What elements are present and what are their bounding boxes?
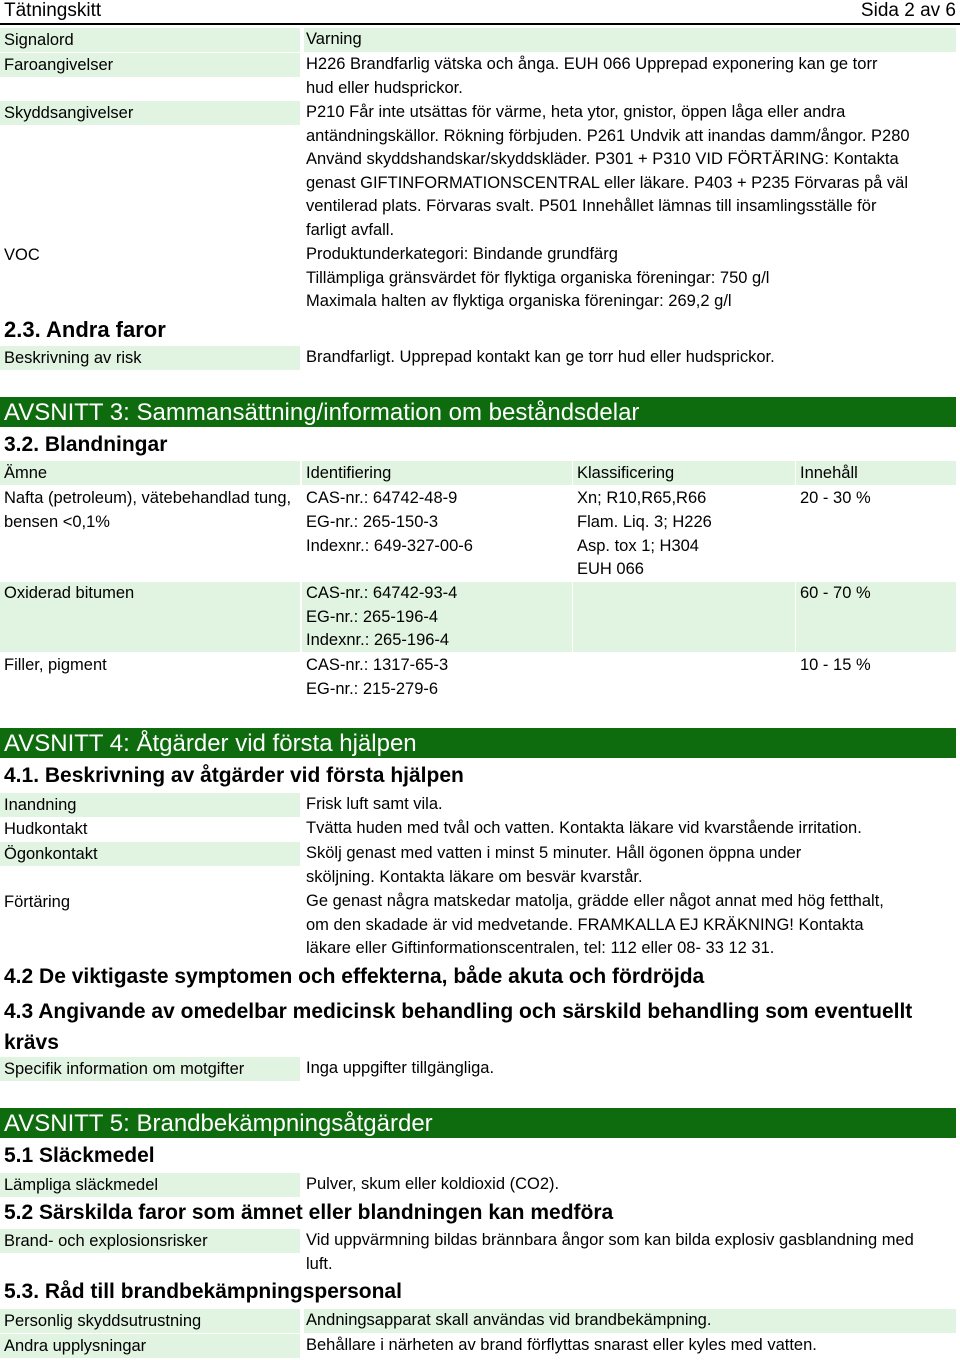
col-classification: Klassificering — [573, 461, 795, 485]
col-identification: Identifiering — [302, 461, 572, 485]
table-row-id: EG-nr.: 265-150-3 — [306, 513, 439, 531]
table-row-id: CAS-nr.: 64742-48-9 — [306, 489, 458, 507]
table-row-class: Flam. Liq. 3; H226 — [577, 513, 712, 531]
suitable-media-label: Lämpliga släckmedel — [0, 1173, 300, 1197]
table-row-id: Indexnr.: 649-327-00-6 — [306, 537, 473, 555]
table-row-id: CAS-nr.: 1317-65-3 — [306, 656, 449, 674]
signal-word-bg — [304, 28, 956, 52]
table-row-substance: Oxiderad bitumen — [4, 584, 135, 602]
ppe-label: Personlig skyddsutrustning — [0, 1309, 300, 1333]
risk-description-label: Beskrivning av risk — [0, 346, 300, 370]
table-row-id: CAS-nr.: 64742-93-4 — [306, 584, 458, 602]
precautionary-statements-label: Skyddsangivelser — [0, 101, 300, 125]
signal-word-value: Varning — [306, 30, 362, 48]
hazard-statements-label: Faroangivelser — [0, 53, 300, 77]
table-row-substance: Filler, pigment — [4, 656, 107, 674]
voc-line-2: Tillämpliga gränsvärdet för flyktiga organiska föreningar: 750 g/l — [306, 269, 770, 287]
table-row-content: 60 - 70 % — [800, 584, 871, 602]
firefighter-advice-heading: 5.3. Råd till brandbekämpningspersonal — [4, 1280, 402, 1303]
suitable-media-value: Pulver, skum eller koldioxid (CO2). — [306, 1175, 560, 1193]
table-row-bg — [573, 582, 795, 652]
col-substance: Ämne — [0, 461, 300, 485]
eye-contact-label: Ögonkontakt — [0, 842, 300, 866]
eye-contact-value: Skölj genast med vatten i minst 5 minuter. Håll ögonen öppna under sköljning. Kontakta läkare om besvär kvarstår. — [306, 844, 802, 886]
precautionary-statements-value: P210 Får inte utsättas för värme, heta ytor, gnistor, öppen låga eller andra antändningskällor. Rökning förbjuden. P261 Undvik att inandas damm/ångor. P280 Använd skyddshandskar/skyddskläder. P301 + P310 VID FÖRTÄRING: Kontakta genast GIFTINFORMATIONSCENTRAL eller läkare. P403 + P235 Förvaras på väl ventilerad plats. Förvaras svalt. P501 Innehållet lämnas till insamlingsställe för farligt avfall. — [306, 103, 910, 239]
voc-line-3: Maximala halten av flyktiga organiska föreningar: 269,2 g/l — [306, 292, 732, 310]
other-info-value: Behållare i närheten av brand förflyttas snarast eller kyles med vatten. — [306, 1336, 817, 1354]
antidote-label: Specifik information om motgifter — [0, 1057, 300, 1081]
table-row-class: EUH 066 — [577, 560, 644, 578]
inhalation-value: Frisk luft samt vila. — [306, 795, 443, 813]
skin-contact-label: Hudkontakt — [4, 820, 88, 838]
fire-explosion-label: Brand- och explosionsrisker — [0, 1229, 300, 1253]
ppe-value: Andningsapparat skall användas vid brandbekämpning. — [306, 1311, 712, 1329]
antidote-value: Inga uppgifter tillgängliga. — [306, 1059, 495, 1077]
page-number: Sida 2 av 6 — [860, 0, 956, 21]
table-row-class: Asp. tox 1; H304 — [577, 537, 699, 555]
risk-description-value: Brandfarligt. Upprepad kontakt kan ge torr hud eller hudsprickor. — [306, 348, 775, 366]
other-info-label: Andra upplysningar — [0, 1334, 300, 1358]
extinguishing-media-heading: 5.1 Släckmedel — [4, 1144, 155, 1167]
header-divider — [0, 23, 960, 25]
table-row-substance: Nafta (petroleum), vätebehandlad tung, bensen <0,1% — [4, 489, 292, 531]
ingestion-label: Förtäring — [4, 893, 71, 911]
document-title: Tätningskitt — [4, 0, 102, 21]
table-row-id: EG-nr.: 215-279-6 — [306, 680, 439, 698]
signal-word-label: Signalord — [0, 28, 300, 52]
table-row-content: 20 - 30 % — [800, 489, 871, 507]
section-5-title: AVSNITT 5: Brandbekämpningsåtgärder — [0, 1108, 956, 1140]
first-aid-description-heading: 4.1. Beskrivning av åtgärder vid första hjälpen — [4, 764, 464, 787]
table-row-id: EG-nr.: 265-196-4 — [306, 608, 439, 626]
voc-line-1: Produktunderkategori: Bindande grundfärg — [306, 245, 618, 263]
mixtures-heading: 3.2. Blandningar — [4, 433, 168, 456]
fire-explosion-value: Vid uppvärmning bildas brännbara ångor som kan bilda explosiv gasblandning med luft. — [306, 1231, 914, 1273]
symptoms-heading: 4.2 De viktigaste symptomen och effekterna, både akuta och fördröjda — [4, 965, 705, 988]
ingestion-value: Ge genast några matskedar matolja, grädde eller något annat med hög fetthalt, om den skadade är vid medvetande. FRAMKALLA EJ KRÄKNING! Kontakta läkare eller Giftinformationscentralen, tel: 112 eller 08- 33 12 31. — [306, 892, 884, 958]
inhalation-label: Inandning — [0, 793, 300, 817]
col-content: Innehåll — [796, 461, 956, 485]
section-4-title: AVSNITT 4: Åtgärder vid första hjälpen — [0, 728, 956, 760]
table-row-content: 10 - 15 % — [800, 656, 871, 674]
hazard-statements-value: H226 Brandfarlig vätska och ånga. EUH 066 Upprepad exponering kan ge torr hud eller hudsprickor. — [306, 55, 878, 97]
special-hazards-heading: 5.2 Särskilda faror som ämnet eller blandningen kan medföra — [4, 1201, 614, 1224]
voc-label: VOC — [4, 246, 40, 264]
skin-contact-value: Tvätta huden med tvål och vatten. Kontakta läkare vid kvarstående irritation. — [306, 819, 862, 837]
section-3-title: AVSNITT 3: Sammansättning/information om beståndsdelar — [0, 397, 956, 429]
other-hazards-heading: 2.3. Andra faror — [4, 317, 166, 342]
table-row-id: Indexnr.: 265-196-4 — [306, 631, 450, 649]
table-row-class: Xn; R10,R65,R66 — [577, 489, 707, 507]
medical-treatment-heading: 4.3 Angivande av omedelbar medicinsk behandling och särskild behandling som eventuellt krävs — [4, 1000, 913, 1054]
